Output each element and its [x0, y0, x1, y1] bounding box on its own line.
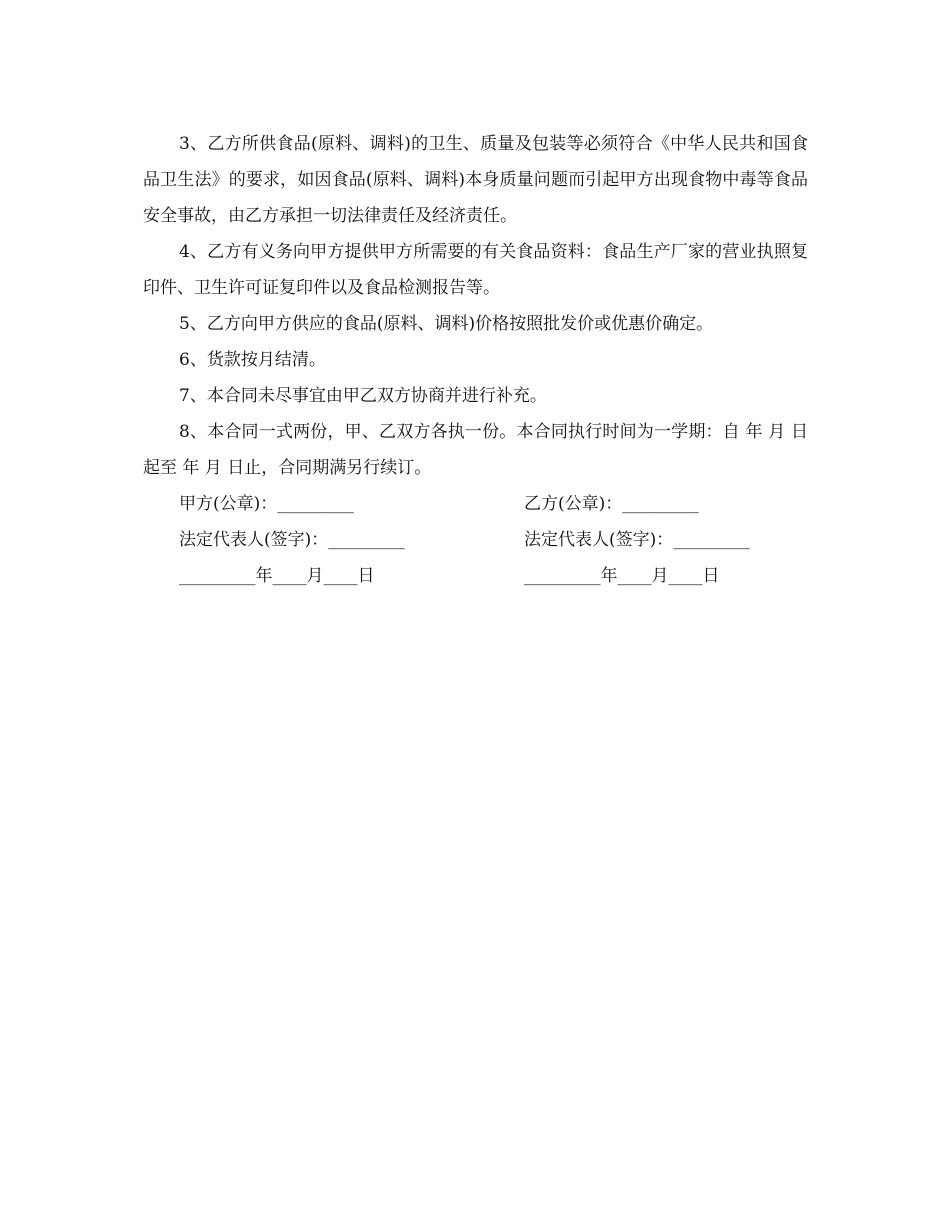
signature-date-row [143, 558, 808, 594]
clause-3: 3、乙方所供食品(原料、调料)的卫生、质量及包装等必须符合《中华人民共和国食品卫生法》的要求，如因食品(原料、调料)本身质量问题而引起甲方出现食物中毒等食品安全事故，由乙方承担一切法律责任及经济责任。 [143, 134, 808, 226]
party-b-representative: 法定代表人(签字)：_________ [524, 530, 750, 550]
clause-7: 7、本合同未尽事宜由甲乙双方协商并进行补充。 [179, 386, 547, 406]
clause-6: 6、货款按月结清。 [179, 350, 326, 370]
signature-seal-row [143, 486, 808, 522]
party-b-seal: 乙方(公章)：_________ [524, 494, 699, 514]
party-a-date: _________年____月____日 [179, 566, 375, 586]
signature-representative-row [143, 522, 808, 558]
contract-body [143, 126, 808, 594]
party-a-seal: 甲方(公章)：_________ [179, 494, 354, 514]
party-a-representative: 法定代表人(签字)：_________ [179, 530, 405, 550]
clause-4: 4、乙方有义务向甲方提供甲方所需要的有关食品资料：食品生产厂家的营业执照复印件、卫生许可证复印件以及食品检测报告等。 [143, 242, 808, 298]
party-b-date: _________年____月____日 [524, 566, 720, 586]
clause-5: 5、乙方向甲方供应的食品(原料、调料)价格按照批发价或优惠价确定。 [179, 314, 714, 334]
clause-8: 8、本合同一式两份，甲、乙双方各执一份。本合同执行时间为一学期：自 年 月 日起至 年 月 日止，合同期满另行续订。 [143, 422, 808, 478]
